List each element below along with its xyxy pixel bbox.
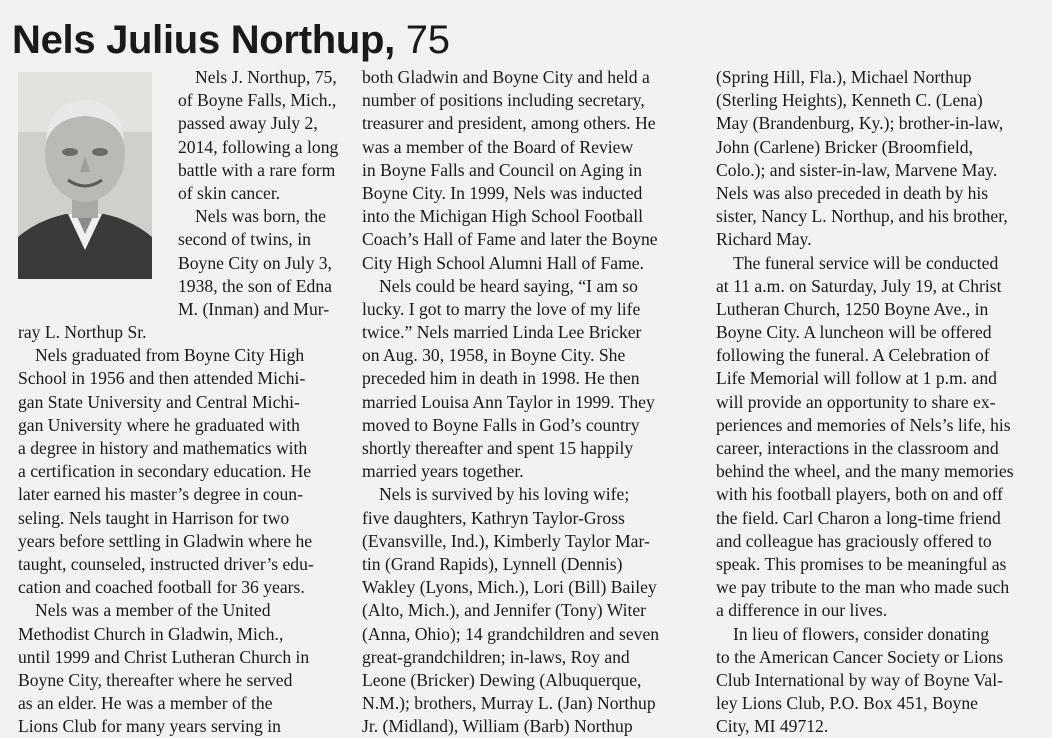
text-line: of Boyne Falls, Mich., [178,90,337,111]
text-line: periences and memories of Nels’s life, his [716,414,1011,435]
headline-age: 75 [405,18,450,62]
text-line: Nels is survived by his loving wife; [379,484,630,505]
obituary-column-1 [18,66,338,738]
text-line: of skin cancer. [178,182,281,203]
text-line: Jr. (Midland), William (Barb) Northup [362,716,633,737]
text-line: later earned his master’s degree in coun- [18,484,303,505]
text-line: five daughters, Kathryn Taylor-Gross [362,507,625,528]
text-line: Boyne City on July 3, [178,252,332,273]
text-line: gan University where he graduated with [18,414,300,435]
obituary-headline [12,14,450,66]
text-line: Club International by way of Boyne Val- [716,669,1003,690]
text-line: with his football players, both on and off [716,484,1003,505]
text-line: Boyne City, thereafter where he served [18,669,293,690]
text-line: twice.” Nels married Linda Lee Bricker [362,322,642,343]
text-line: both Gladwin and Boyne City and held a [362,67,650,87]
text-line: City, MI 49712. [716,716,829,737]
text-line: Boyne City. In 1999, Nels was inducted [362,182,643,203]
text-line: 1938, the son of Edna [178,275,332,296]
text-line: in Boyne Falls and Council on Aging in [362,159,643,180]
text-line: Life Memorial will follow at 1 p.m. and [716,368,997,389]
obituary-column-2 [362,66,694,738]
text-line: (Sterling Heights), Kenneth C. (Lena) [716,90,983,111]
text-line: behind the wheel, and the many memories [716,461,1014,482]
text-line: Methodist Church in Gladwin, Mich., [18,623,284,644]
text-line: N.M.); brothers, Murray L. (Jan) Northup [362,693,656,714]
text-line: seling. Nels taught in Harrison for two [18,507,290,528]
text-line: ley Lions Club, P.O. Box 451, Boyne [716,693,978,714]
text-line: following the funeral. A Celebration of [716,345,990,366]
text-line: Nels could be heard saying, “I am so [379,275,638,296]
text-line: we pay tribute to the man who made such [716,577,1010,598]
text-line: passed away July 2, [178,113,318,134]
obituary-column-3 [716,66,1046,738]
text-line: Richard May. [716,229,812,250]
text-line: John (Carlene) Bricker (Broomfield, [716,136,973,157]
text-line: gan State University and Central Michi- [18,391,300,412]
text-line: number of positions including secretary, [362,90,645,111]
text-line: as an elder. He was a member of the [18,693,273,714]
text-line: (Evansville, Ind.), Kimberly Taylor Mar- [362,530,650,551]
text-line: preceded him in death in 1998. He then [362,368,640,389]
text-line: will provide an opportunity to share ex- [716,391,996,412]
text-line: (Anna, Ohio); 14 grandchildren and seven [362,623,660,644]
text-line: ray L. Northup Sr. [18,322,147,343]
text-line: Lions Club for many years serving in [18,716,281,737]
text-line: years before settling in Gladwin where he [18,530,313,551]
text-line: at 11 a.m. on Saturday, July 19, at Christ [716,275,1002,296]
text-line: School in 1956 and then attended Michi- [18,368,306,389]
text-line: a difference in our lives. [716,600,888,621]
text-line: taught, counseled, instructed driver’s edu- [18,553,314,574]
text-line: and colleague has graciously offered to [716,530,992,551]
text-line: great-grandchildren; in-laws, Roy and [362,646,630,667]
text-line: 2014, following a long [178,136,339,157]
text-line: M. (Inman) and Mur- [178,298,330,319]
text-line: Lutheran Church, 1250 Boyne Ave., in [716,298,989,319]
text-line: Leone (Bricker) Dewing (Albuquerque, [362,669,642,690]
text-line: Colo.); and sister-in-law, Marvene May. [716,159,998,180]
text-line: In lieu of flowers, consider donating [733,623,990,644]
text-line: Nels was also preceded in death by his [716,182,989,203]
text-line: a certification in secondary education. He [18,461,312,482]
headline-name: Nels Julius Northup, [12,18,395,62]
text-line: shortly thereafter and spent 15 happily [362,438,634,458]
text-line: into the Michigan High School Football [362,206,643,227]
text-line: Wakley (Lyons, Mich.), Lori (Bill) Bailey [362,577,657,598]
text-line: was a member of the Board of Review [362,136,634,157]
text-line: cation and coached football for 36 years. [18,577,305,598]
text-line: moved to Boyne Falls in God’s country [362,414,640,435]
text-line: sister, Nancy L. Northup, and his brother, [716,206,1008,227]
text-line: speak. This promises to be meaningful as [716,553,1007,574]
text-line: Boyne City. A luncheon will be offered [716,322,992,343]
text-line: battle with a rare form [178,159,336,180]
text-line: to the American Cancer Society or Lions [716,646,1004,667]
text-line: second of twins, in [178,229,311,250]
text-line: Nels J. Northup, 75, [195,67,337,87]
text-line: lucky. I got to marry the love of my life [362,298,641,319]
text-line: (Spring Hill, Fla.), Michael Northup [716,67,972,87]
text-line: City High School Alumni Hall of Fame. [362,252,644,273]
text-line: career, interactions in the classroom and [716,438,999,458]
text-line: Nels graduated from Boyne City High [35,345,305,366]
text-line: (Alto, Mich.), and Jennifer (Tony) Witer [362,600,647,621]
text-line: Nels was born, the [195,206,326,227]
text-line: May (Brandenburg, Ky.); brother-in-law, [716,113,1004,134]
text-line: The funeral service will be conducted [733,252,999,273]
text-line: Coach’s Hall of Fame and later the Boyne [362,229,658,250]
text-line: married Louisa Ann Taylor in 1999. They [362,391,655,412]
text-line: a degree in history and mathematics with [18,438,308,458]
text-line: treasurer and president, among others. He [362,113,656,134]
text-line: on Aug. 30, 1958, in Boyne City. She [362,345,626,366]
text-line: until 1999 and Christ Lutheran Church in [18,646,310,667]
text-line: Nels was a member of the United [35,600,271,621]
text-line: tin (Grand Rapids), Lynnell (Dennis) [362,553,623,574]
text-line: married years together. [362,461,524,482]
text-line: the field. Carl Charon a long-time friend [716,507,1001,528]
